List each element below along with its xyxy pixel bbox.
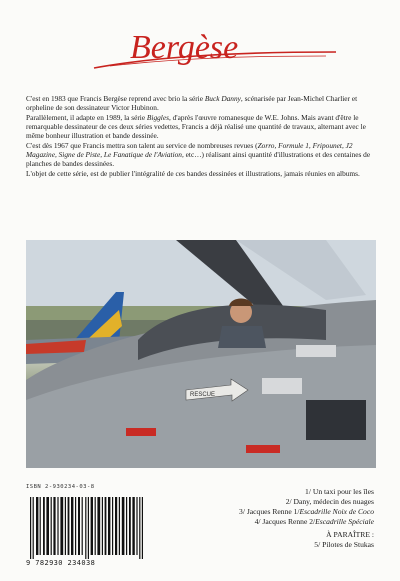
book-item-2: 2/ Dany, médecin des nuages xyxy=(285,497,374,506)
book-item-5: 5/ Pilotes de Stukas xyxy=(314,540,374,549)
cockpit-photo-art xyxy=(26,240,376,468)
book-item-4: 4/ Jacques Renne 2/Escadrille Spéciale xyxy=(254,517,374,526)
intro-paragraph-3: C'est dès 1967 que Francis mettra son talent au service de nombreuses revues (Zorro, Formule 1, Fripounet, J2 Magazine, Signe de Piste, Le Fanatique de l'Aviation, etc…) réalisant ainsi quantité d'illustrations et des centaines de planches de bandes dessinées. xyxy=(26,140,371,169)
cockpit-photo xyxy=(26,240,376,468)
book-item-3: 3/ Jacques Renne 1/Escadrille Noix de Coco xyxy=(239,507,374,516)
barcode-digits: 9 782930 234038 xyxy=(26,559,96,567)
intro-text xyxy=(26,94,380,178)
bergese-logo-art xyxy=(90,22,340,78)
book-list xyxy=(144,487,374,550)
intro-paragraph-2: Parallèlement, il adapte en 1989, la série Biggles, d'après l'œuvre romanesque de W.E. Johns. Mais avant d'être le remarquable dessinateur de ces deux séries vedettes, Francis a déjà réalisé une quantité de travaux, alternant avec le même bonheur illustration et bande dessinée. xyxy=(26,112,366,141)
isbn-text: ISBN 2-930234-03-8 xyxy=(26,484,95,490)
intro-paragraph-4: L'objet de cette série, est de publier l'intégralité de ces bandes dessinées et illustrations, jamais réunies en albums. xyxy=(26,168,360,178)
barcode-icon xyxy=(26,497,148,559)
book-item-1: 1/ Un taxi pour les îles xyxy=(305,487,374,496)
logo-text: Bergèse xyxy=(130,29,239,66)
bergese-logo xyxy=(90,22,340,78)
upcoming-label: À PARAÎTRE : xyxy=(326,530,374,539)
rescue-label: RESCUE xyxy=(190,392,216,398)
intro-paragraph-1: C'est en 1983 que Francis Bergèse reprend avec brio la série Buck Danny, scénarisée par Jean-Michel Charlier et orpheline de son dessinateur Victor Hubinon. xyxy=(26,94,358,113)
barcode-block xyxy=(26,484,148,574)
